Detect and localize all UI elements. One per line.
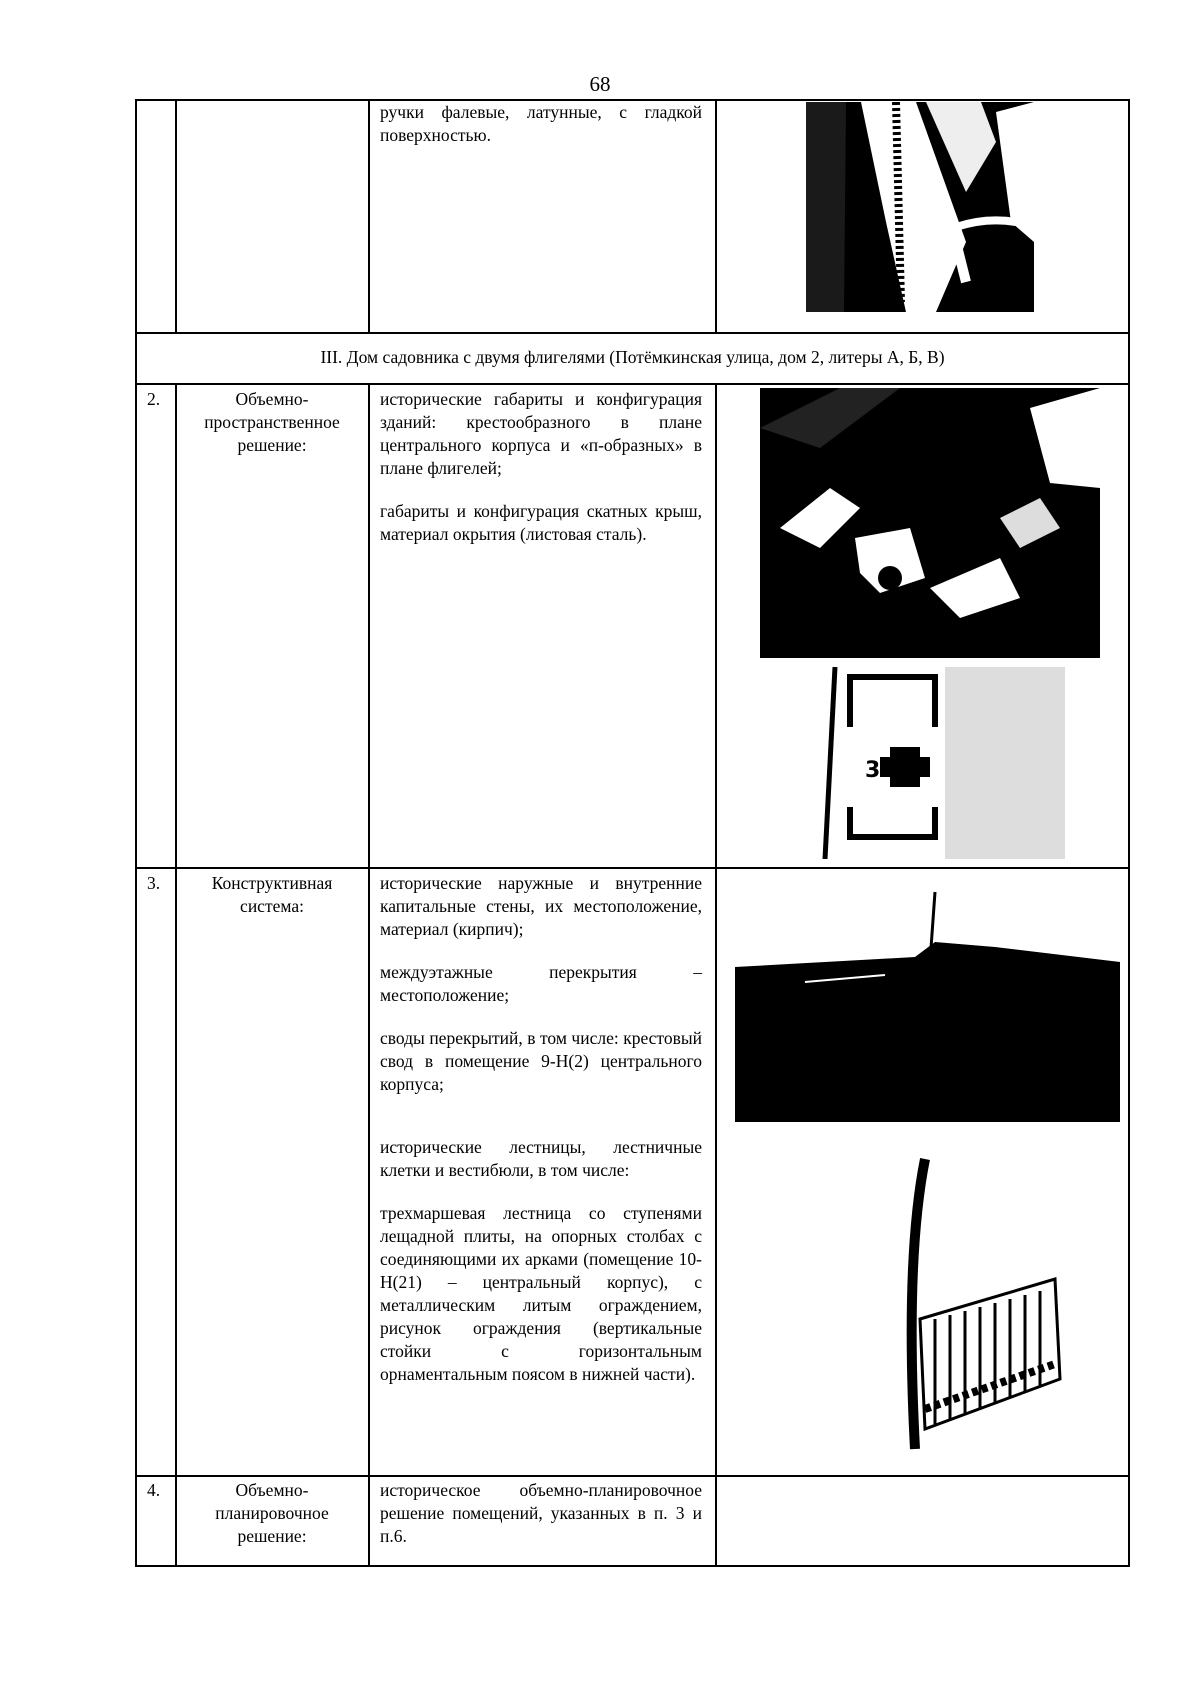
row-number: 3. [147,873,161,893]
table-border-right [1128,99,1130,1567]
paragraph: габариты и конфигурация скатных крыш, материал окрытия (листовая сталь). [380,501,702,544]
row-description [380,388,702,566]
site-plan [795,667,1065,859]
page-number: 68 [589,72,611,96]
row-top-text: ручки фалевые, латунные, с гладкой поверхностью. [380,102,702,145]
paragraph: своды перекрытий, в том числе: крестовый свод в помещение 9-Н(2) центрального корпуса; [380,1028,702,1094]
row-divider [135,383,1130,385]
document-table [135,99,1130,1567]
row-description [380,872,702,1406]
staircase-photo [905,1139,1065,1459]
paragraph: трехмаршевая лестница со ступенями лещадной плиты, на опорных столбах с соединяющими их арками (помещение 10-Н(21) – центральный корпус), с металлическим литым ограждением, рисунок ограждения (вертикальные стойки с горизонтальным орнаментальным поясом в нижней части). [380,1203,702,1384]
table-border-left [135,99,137,1567]
door-handle-photo [806,102,1034,312]
plan-label: 3 [865,758,881,783]
col-divider [715,99,717,333]
row-name: Объемно-планировочное решение: [215,1480,329,1546]
col-divider [368,383,370,1567]
row-description: историческое объемно-планировочное решение помещений, указанных в п. 3 и п.6. [380,1480,702,1546]
paragraph: исторические наружные и внутренние капитальные стены, их местоположение, материал (кирпич); [380,873,702,939]
col-divider [368,99,370,333]
col-divider [715,383,717,1567]
paragraph: междуэтажные перекрытия – местоположение; [380,962,702,1005]
ceiling-photo [735,872,1120,1122]
aerial-photo [760,388,1100,658]
row-name: Конструктивная система: [211,873,333,916]
row-number: 2. [147,389,161,409]
col-divider [175,99,177,333]
paragraph: исторические габариты и конфигурация зданий: крестообразного в плане центрального корпуса и «п-образных» в плане флигелей; [380,389,702,478]
row-name: Объемно-пространственное решение: [204,389,340,455]
col-divider [175,383,177,1567]
row-divider [135,867,1130,869]
row-number: 4. [147,1480,161,1500]
row-divider [135,332,1130,334]
table-border-bottom [135,1565,1130,1567]
row-divider [135,1475,1130,1477]
paragraph: исторические лестницы, лестничные клетки и вестибюли, в том числе: [380,1137,702,1180]
section-title: III. Дом садовника с двумя флигелями (Потёмкинская улица, дом 2, литеры А, Б, В) [320,347,945,367]
